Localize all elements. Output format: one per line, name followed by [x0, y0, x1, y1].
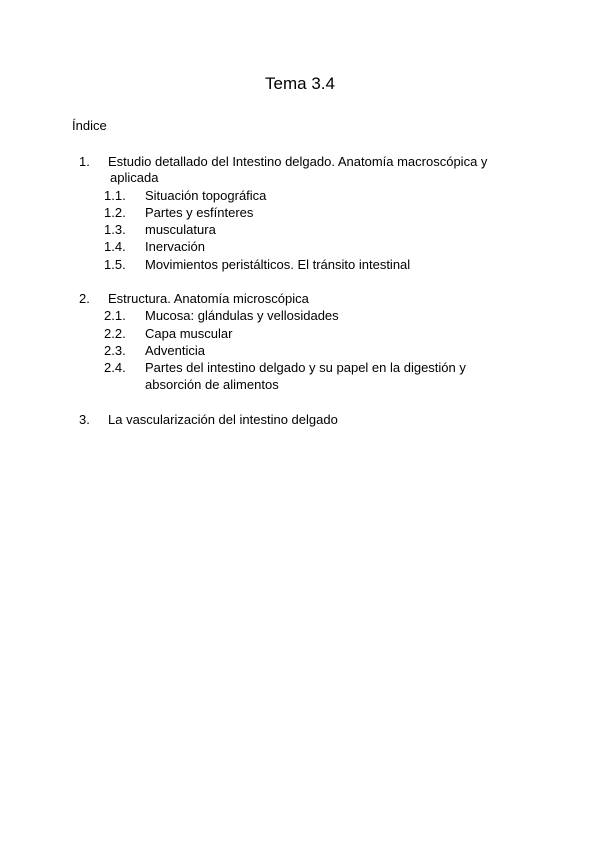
toc-section-title: Estudio detallado del Intestino delgado. Anatomía macroscópica y	[108, 154, 488, 169]
toc-section-number: 2.	[79, 291, 90, 306]
toc-section-number: 1.	[79, 154, 90, 169]
toc-section-title-continued: aplicada	[110, 170, 159, 185]
toc-item-title: Capa muscular	[145, 326, 233, 341]
index-heading: Índice	[72, 118, 107, 133]
toc-item-number: 2.1.	[104, 308, 126, 323]
toc-item-title: Situación topográfica	[145, 188, 267, 203]
page-title: Tema 3.4	[265, 74, 335, 93]
toc-item-title: Adventicia	[145, 343, 205, 358]
toc-item-title: Movimientos peristálticos. El tránsito intestinal	[145, 257, 411, 272]
toc-item-number: 2.2.	[104, 326, 126, 341]
toc-item-title: Partes del intestino delgado y su papel en la digestión y	[145, 360, 466, 375]
toc-item-title: Partes y esfínteres	[145, 205, 254, 220]
toc-section-title: La vascularización del intestino delgado	[108, 412, 338, 427]
toc-item-number: 1.1.	[104, 188, 126, 203]
toc-item-number: 1.5.	[104, 257, 126, 272]
toc-item-number: 2.3.	[104, 343, 126, 358]
toc-item-title-continued: absorción de alimentos	[145, 377, 279, 392]
toc-section-number: 3.	[79, 412, 90, 427]
toc-item-number: 1.2.	[104, 205, 126, 220]
toc-item-title: musculatura	[145, 222, 216, 237]
toc-item-title: Mucosa: glándulas y vellosidades	[145, 308, 339, 323]
toc-item-title: Inervación	[145, 239, 205, 254]
toc-item-number: 1.4.	[104, 239, 126, 254]
toc-item-number: 2.4.	[104, 360, 126, 375]
toc-section-title: Estructura. Anatomía microscópica	[108, 291, 309, 306]
toc-item-number: 1.3.	[104, 222, 126, 237]
